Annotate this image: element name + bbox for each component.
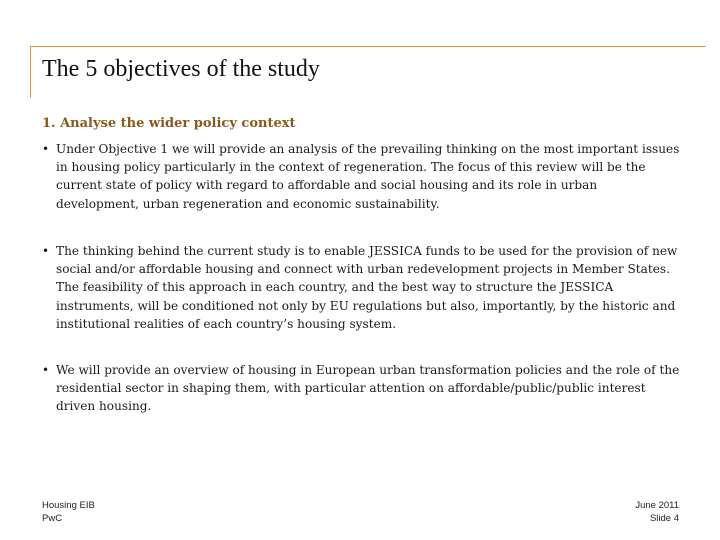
footer-date: June 2011 <box>635 500 679 511</box>
footer-left <box>42 499 95 525</box>
footer-slide-number: Slide 4 <box>649 513 679 524</box>
bullet-item <box>42 140 682 213</box>
bullet-text: Under Objective 1 we will provide an analysis of the prevailing thinking on the most important issues in housing policy particularly in the context of regeneration. The focus of this review will be the current state of policy with regard to affordable and social housing and its role in urban development, urban regeneration and economic sustainability. <box>56 142 680 211</box>
bullet-marker: • <box>42 244 50 258</box>
bullet-text: We will provide an overview of housing in European urban transformation policies and the role of the residential sector in shaping them, with particular attention on affordable/public/public interest driven housing. <box>56 363 680 414</box>
footer-right <box>635 499 679 525</box>
header-rule-vertical <box>30 46 31 98</box>
slide-title: The 5 objectives of the study <box>42 56 320 82</box>
bullet-text: The thinking behind the current study is to enable JESSICA funds to be used for the provision of new social and/or affordable housing and connect with urban redevelopment projects in Member States. The feasibility of this approach in each country, and the best way to structure the JESSICA instruments, will be conditioned not only by EU regulations but also, importantly, by the historic and institutional realities of each country’s housing system. <box>56 244 678 331</box>
bullet-marker: • <box>42 142 50 156</box>
footer-company: PwC <box>42 513 63 524</box>
bullet-item <box>42 361 682 416</box>
bullet-marker: • <box>42 363 50 377</box>
footer-project: Housing EIB <box>42 500 95 511</box>
section-subtitle: 1. Analyse the wider policy context <box>42 116 296 131</box>
bullet-item <box>42 242 682 333</box>
header-rule-horizontal <box>30 46 706 47</box>
